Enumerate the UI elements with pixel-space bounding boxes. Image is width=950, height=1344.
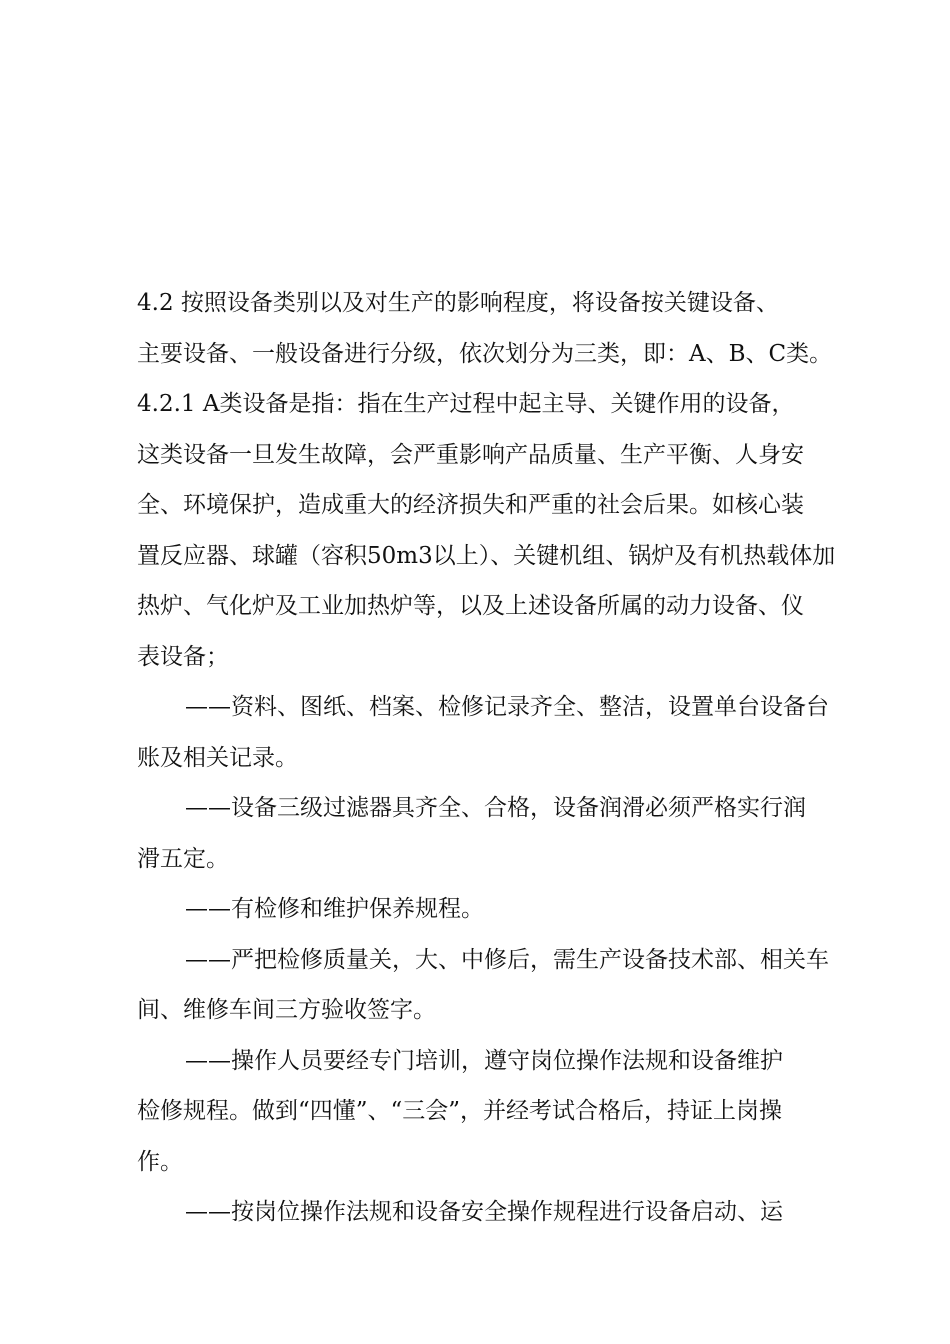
text-line: 作。 [137, 1148, 183, 1175]
text-line: 全、环境保护，造成重大的经济损失和严重的社会后果。如核心装 [137, 492, 804, 518]
text-line: 滑五定。 [137, 845, 229, 872]
text-line: 检修规程。做到“四懂”、“三会”，并经考试合格后，持证上岗操 [137, 1098, 783, 1124]
list-item-line: ——资料、图纸、档案、检修记录齐全、整洁，设置单台设备台 [185, 694, 829, 720]
list-item-line: ——严把检修质量关，大、中修后，需生产设备技术部、相关车 [185, 946, 829, 973]
text-line: 这类设备一旦发生故障，会严重影响产品质量、生产平衡、人身安 [137, 441, 804, 468]
document-body [137, 278, 861, 1238]
list-item-line: ——按岗位操作法规和设备安全操作规程进行设备启动、运 [185, 1199, 783, 1225]
text-line: 置反应器、球罐（容积50m3以上）、关键机组、锅炉及有机热载体加 [137, 542, 836, 569]
section-4-2-heading-line: 4.2 按照设备类别以及对生产的影响程度，将设备按关键设备、 [137, 290, 779, 316]
text-line: 间、维修车间三方验收签字。 [137, 997, 436, 1023]
text-line: 表设备； [137, 643, 229, 670]
text-line: 账及相关记录。 [137, 744, 298, 771]
text-line: 热炉、气化炉及工业加热炉等，以及上述设备所属的动力设备、仪 [137, 593, 804, 619]
list-item-line: ——有检修和维护保养规程。 [185, 896, 484, 922]
list-item-line: ——操作人员要经专门培训，遵守岗位操作法规和设备维护 [185, 1047, 783, 1074]
text-line: 主要设备、一般设备进行分级，依次划分为三类，即：A、B、C类。 [137, 340, 833, 367]
list-item-line: ——设备三级过滤器具齐全、合格，设备润滑必须严格实行润 [185, 795, 806, 821]
section-4-2-1-heading-line: 4.2.1 A类设备是指：指在生产过程中起主导、关键作用的设备， [137, 391, 795, 417]
